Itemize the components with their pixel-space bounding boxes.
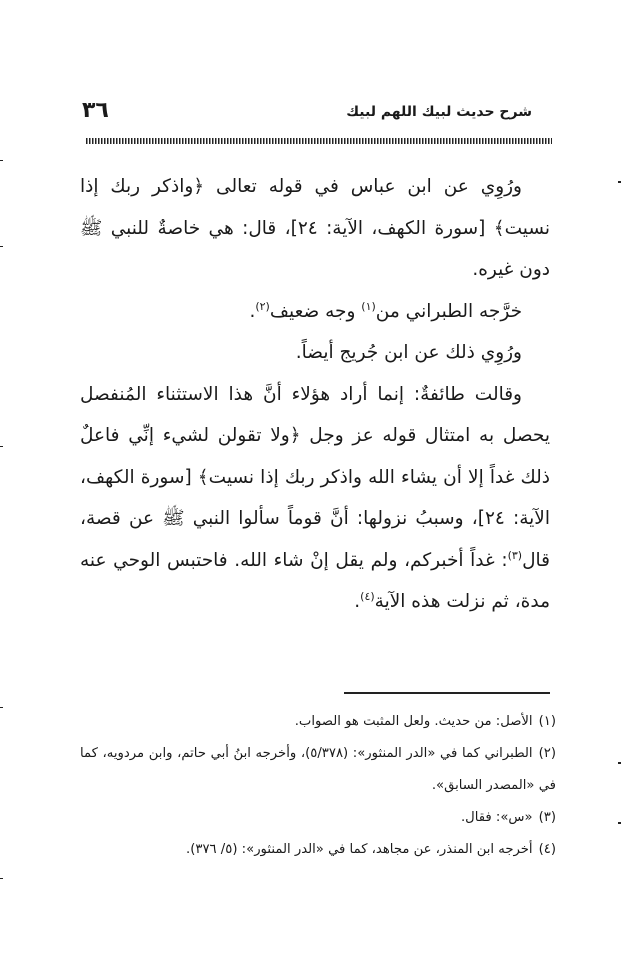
paragraph-4-qal: قال xyxy=(522,549,550,571)
header-rule xyxy=(86,138,552,144)
footnote-2-number: (٢) xyxy=(538,746,556,761)
edge-mark-left-2 xyxy=(0,246,3,247)
edge-mark-left-4 xyxy=(0,707,3,708)
footnote-1 xyxy=(80,706,556,738)
paragraph-2-period: . xyxy=(249,300,256,322)
footnote-1-number: (١) xyxy=(538,714,556,729)
paragraph-4-continued: : غداً أخبركم، ولم يقل إنْ شاء الله. فاحتبس الوحي عنه مدة، ثم نزلت هذه الآية xyxy=(80,549,550,612)
footnote-ref-2: (٢) xyxy=(255,299,270,313)
footnote-ref-3: (٣) xyxy=(507,548,523,562)
footnote-3 xyxy=(80,802,556,834)
paragraph-4 xyxy=(80,374,550,623)
edge-mark-left-5 xyxy=(0,878,3,879)
footnote-2-text: الطبراني كما في «الدر المنثور»: (٥/٣٧٨)، وأخرجه ابنُ أبي حاتم، وابن مردويه، كما في «المصدر السابق». xyxy=(80,746,556,793)
footnote-rule xyxy=(344,692,550,694)
footnote-ref-1: (١) xyxy=(361,299,376,313)
edge-mark-right-3 xyxy=(618,822,621,824)
footnote-3-text: «س»: فقال. xyxy=(460,810,533,825)
footnote-2 xyxy=(80,738,556,802)
footnote-4-number: (٤) xyxy=(538,842,556,857)
body-text xyxy=(80,166,550,623)
footnote-1-text: الأصل: من حديث. ولعل المثبت هو الصواب. xyxy=(294,714,533,729)
paragraph-1: ورُوِي عن ابن عباس في قوله تعالى ﴿واذكر ربك إذا نسيت﴾ [سورة الكهف، الآية: ٢٤]، قال: هي خاصةٌ للنبي ﷺ دون غيره. xyxy=(80,176,550,280)
footnote-ref-4: (٤) xyxy=(360,589,375,603)
edge-mark-left-1 xyxy=(0,160,3,161)
paragraph-4-text: وقالت طائفةٌ: إنما أراد هؤلاء أنَّ هذا الاستثناء المُنفصل يحصل به امتثال قوله عز وجل ﴿ولا تقولن لشيء إنِّي فاعلٌ ذلك غداً إلا أن يشاء الله واذكر ربك إذا نسيت﴾ [سورة الكهف، الآية: ٢٤]، وسببُ نزولها: أنَّ قوماً سألوا النبي ﷺ عن قصة، xyxy=(80,383,551,529)
paragraph-2-text: وجه ضعيف xyxy=(269,300,356,322)
paragraph-2-prefix: خرَّجه الطبراني من xyxy=(375,300,522,322)
paragraph-3: ورُوِي ذلك عن ابن جُريج أيضاً. xyxy=(295,342,522,363)
footnote-4-text: أخرجه ابن المنذر، عن مجاهد، كما في «الدر المنثور»: (٥/ ٣٧٦). xyxy=(186,842,533,857)
edge-mark-left-3 xyxy=(0,446,3,447)
footnote-3-number: (٣) xyxy=(538,810,556,825)
paragraph-4-period: . xyxy=(354,591,361,612)
footnotes xyxy=(80,706,556,866)
edge-mark-right-2 xyxy=(618,762,621,764)
page-number: ٣٦ xyxy=(82,98,109,123)
edge-mark-right-1 xyxy=(618,181,621,183)
footnote-4 xyxy=(80,834,556,866)
running-title: شرح حديث لبيك اللهم لبيك xyxy=(346,104,532,120)
paragraph-2 xyxy=(80,291,550,333)
